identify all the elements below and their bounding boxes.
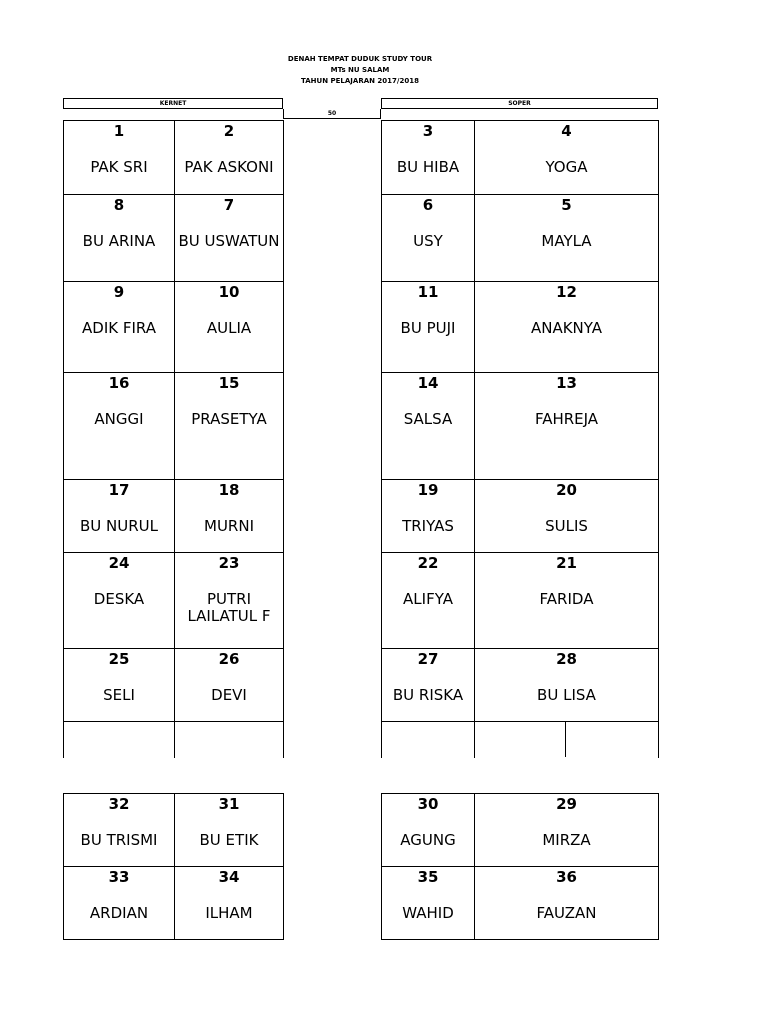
seat-cell (382, 195, 475, 282)
seat-cell (382, 649, 475, 722)
seat-row (64, 480, 284, 553)
seat-cell (382, 480, 475, 553)
seat-number: 4 (561, 122, 572, 140)
school-name: MTs NU SALAM (330, 66, 390, 74)
seat-number: 17 (108, 481, 130, 499)
passenger-name: YOGA (545, 158, 588, 176)
seat-cell (175, 282, 284, 373)
passenger-name: ADIK FIRA (82, 319, 156, 337)
seat-number: 6 (422, 196, 434, 214)
passenger-name: AGUNG (400, 831, 456, 849)
seat-cell (382, 553, 475, 649)
seat-number: 33 (108, 868, 130, 886)
seat-divider (565, 721, 566, 757)
passenger-name: MIRZA (542, 831, 591, 849)
empty-seat-cell (382, 722, 475, 758)
seat-row (382, 282, 659, 373)
seat-number: 21 (556, 554, 577, 572)
seat-cell (475, 553, 659, 649)
seat-cell (475, 480, 659, 553)
seat-number: 8 (113, 196, 125, 214)
passenger-name: DESKA (93, 590, 145, 608)
seat-number: 19 (417, 481, 439, 499)
seat-cell (64, 195, 175, 282)
seat-number: 32 (108, 795, 130, 813)
passenger-name: BU RISKA (392, 686, 464, 704)
seat-cell (175, 867, 284, 940)
seat-number: 12 (556, 283, 577, 301)
passenger-name: FAHREJA (534, 410, 599, 428)
seat-cell (64, 649, 175, 722)
empty-seat-cell (175, 722, 284, 758)
seat-number: 16 (108, 374, 130, 392)
passenger-name: BU NURUL (80, 517, 158, 535)
passenger-name: ARDIAN (89, 904, 149, 922)
seat-number: 31 (218, 795, 240, 813)
seat-number: 23 (218, 554, 240, 572)
seat-row (382, 480, 659, 553)
seat-cell (475, 867, 659, 940)
seat-number: 36 (556, 868, 577, 886)
seat-cell (64, 121, 175, 195)
seat-cell (475, 121, 659, 195)
seat-cell (175, 553, 284, 649)
left-seat-grid (63, 120, 284, 758)
seat-cell (64, 282, 175, 373)
seat-row (64, 867, 284, 940)
seat-cell (475, 373, 659, 480)
seat-row (382, 649, 659, 722)
passenger-name: SALSA (403, 410, 453, 428)
seat-cell (64, 553, 175, 649)
passenger-name: PAK ASKONI (184, 158, 274, 176)
title-block (0, 54, 720, 87)
seat-cell (175, 480, 284, 553)
seat-number: 22 (417, 554, 439, 572)
seat-cell (382, 121, 475, 195)
passenger-name: ALIFYA (403, 590, 453, 608)
passenger-name: BU USWATUN (178, 232, 280, 250)
passenger-name: BU LISA (537, 686, 596, 704)
passenger-name: PUTRI LAILATUL F (187, 590, 271, 625)
kernet-label: KERNET (63, 98, 283, 109)
empty-seat-cell (475, 722, 659, 758)
seat-row (382, 195, 659, 282)
seat-row (64, 121, 284, 195)
seat-number: 28 (556, 650, 577, 668)
passenger-name: SELI (103, 686, 135, 704)
passenger-name: FARIDA (539, 590, 594, 608)
seat-number: 5 (561, 196, 572, 214)
seat-row (382, 867, 659, 940)
seat-cell (64, 480, 175, 553)
passenger-name: PRASETYA (191, 410, 267, 428)
seat-cell (64, 867, 175, 940)
seat-number: 1 (113, 122, 125, 140)
passenger-name: DEVI (211, 686, 247, 704)
seat-number: 26 (218, 650, 240, 668)
passenger-name: MAYLA (541, 232, 592, 250)
passenger-name: PAK SRI (90, 158, 148, 176)
seat-cell (475, 794, 659, 867)
seat-row (382, 794, 659, 867)
passenger-name: ILHAM (205, 904, 253, 922)
seat-cell (382, 282, 475, 373)
passenger-name: FAUZAN (536, 904, 597, 922)
passenger-name: USY (413, 232, 443, 250)
seat-row (64, 794, 284, 867)
seat-number: 24 (108, 554, 130, 572)
passenger-name: MURNI (204, 517, 254, 535)
seat-number: 15 (218, 374, 240, 392)
seat-cell (475, 649, 659, 722)
seat-number: 18 (218, 481, 240, 499)
seat-cell (175, 649, 284, 722)
passenger-name: BU PUJI (400, 319, 456, 337)
seat-row (64, 553, 284, 649)
seat-number: 30 (417, 795, 439, 813)
seat-number: 11 (417, 283, 439, 301)
seat-row (64, 195, 284, 282)
passenger-name: ANGGI (94, 410, 144, 428)
document-title: DENAH TEMPAT DUDUK STUDY TOUR (287, 55, 433, 63)
seat-number: 3 (422, 122, 434, 140)
seat-count-label: 50 (283, 109, 381, 119)
seat-number: 13 (556, 374, 577, 392)
passenger-name: BU ARINA (82, 232, 156, 250)
empty-seat-row (64, 722, 284, 758)
seat-row (64, 282, 284, 373)
passenger-name: BU ETIK (199, 831, 259, 849)
seat-cell (382, 867, 475, 940)
seat-number: 29 (556, 795, 577, 813)
passenger-name: BU TRISMI (80, 831, 158, 849)
seat-number: 10 (218, 283, 240, 301)
seat-number: 9 (113, 283, 125, 301)
passenger-name: ANAKNYA (530, 319, 603, 337)
seat-row (382, 373, 659, 480)
seat-cell (175, 121, 284, 195)
seat-number: 35 (417, 868, 439, 886)
seat-cell (175, 794, 284, 867)
seat-number: 7 (223, 196, 235, 214)
seat-row (64, 373, 284, 480)
seat-number: 34 (218, 868, 240, 886)
school-year: TAHUN PELAJARAN 2017/2018 (301, 77, 419, 85)
right-back-seat-grid (381, 793, 659, 940)
empty-seat-row (382, 722, 659, 758)
seat-row (382, 553, 659, 649)
seat-row (64, 649, 284, 722)
passenger-name: WAHID (402, 904, 454, 922)
empty-seat-cell (64, 722, 175, 758)
soper-label: SOPER (381, 98, 658, 109)
seat-cell (175, 373, 284, 480)
seat-cell (475, 282, 659, 373)
seat-number: 20 (556, 481, 577, 499)
seat-cell (382, 373, 475, 480)
seat-cell (382, 794, 475, 867)
seat-number: 2 (223, 122, 235, 140)
seat-cell (175, 195, 284, 282)
seat-number: 14 (417, 374, 439, 392)
left-back-seat-grid (63, 793, 284, 940)
seat-cell (475, 195, 659, 282)
passenger-name: BU HIBA (396, 158, 460, 176)
passenger-name: SULIS (545, 517, 588, 535)
passenger-name: TRIYAS (402, 517, 454, 535)
seat-row (382, 121, 659, 195)
seat-number: 25 (108, 650, 130, 668)
seat-cell (64, 373, 175, 480)
seat-number: 27 (417, 650, 439, 668)
right-seat-grid (381, 120, 659, 758)
seat-cell (64, 794, 175, 867)
passenger-name: AULIA (206, 319, 252, 337)
